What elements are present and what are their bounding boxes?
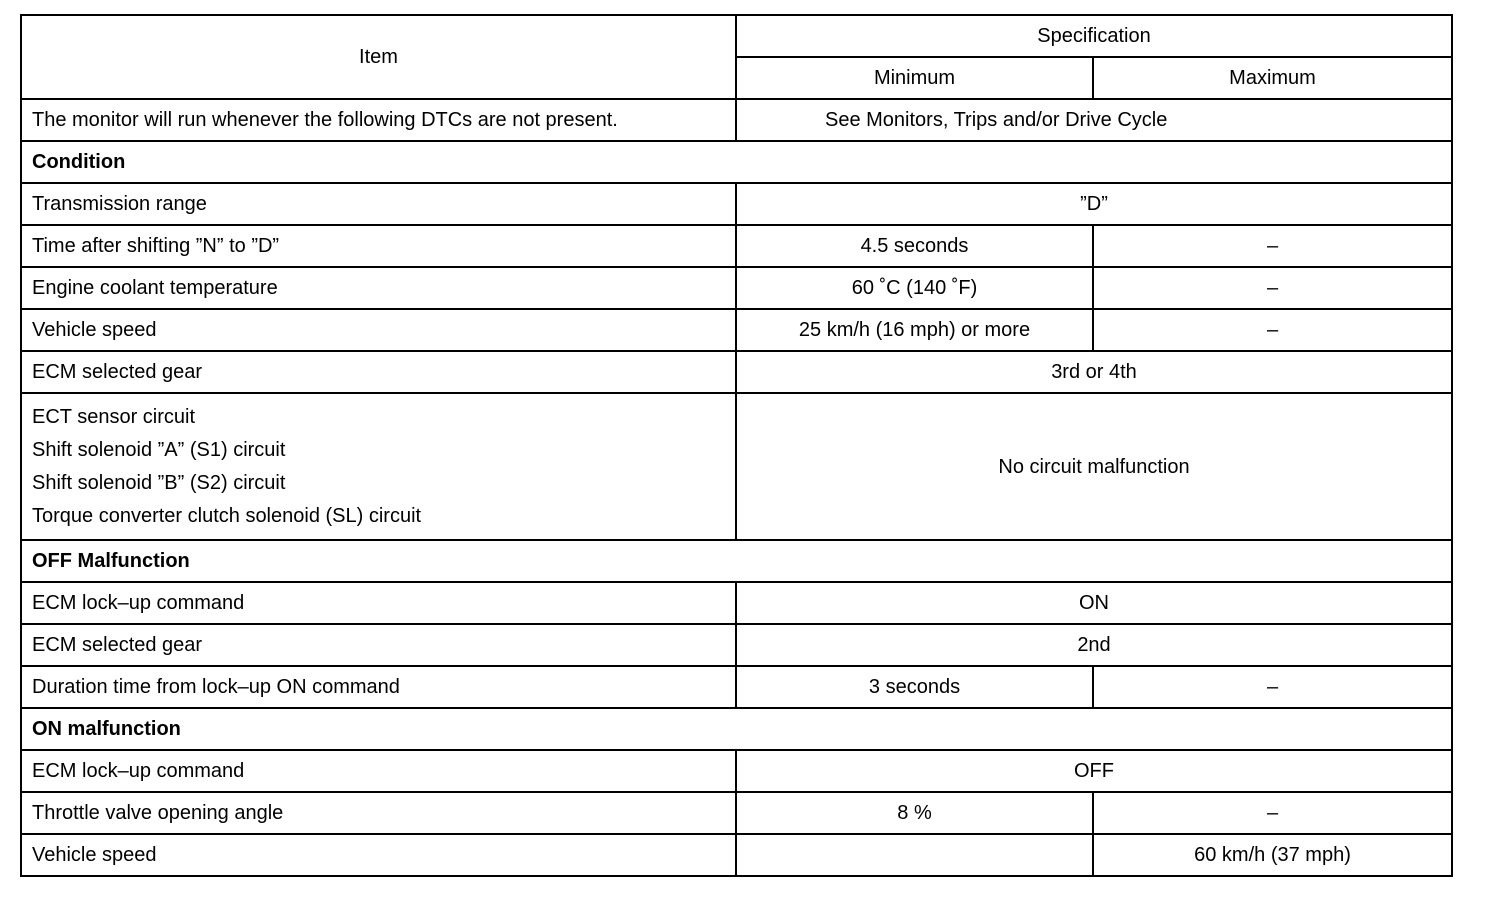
row-item: Transmission range [21,183,736,225]
row-spec: OFF [736,750,1452,792]
row-item: Shift solenoid ”B” (S2) circuit [32,471,286,494]
row-item: Shift solenoid ”A” (S1) circuit [32,438,286,461]
section-row [21,708,1452,750]
row-spec: 2nd [736,624,1452,666]
row-maximum: – [1093,267,1452,309]
table-row [21,99,1452,141]
row-minimum [736,834,1093,876]
table-row [21,351,1452,393]
table-row [21,792,1452,834]
row-minimum: 25 km/h (16 mph) or more [736,309,1093,351]
spec-table [20,14,1453,877]
table-row [21,666,1452,708]
table-row [21,624,1452,666]
table-row [21,582,1452,624]
row-item: Vehicle speed [21,309,736,351]
row-item: ECM lock–up command [21,750,736,792]
section-row [21,141,1452,183]
row-minimum: 4.5 seconds [736,225,1093,267]
row-item: Time after shifting ”N” to ”D” [21,225,736,267]
row-item: ECM selected gear [21,351,736,393]
row-minimum: 60 ˚C (140 ˚F) [736,267,1093,309]
row-minimum: 8 % [736,792,1093,834]
row-item: Torque converter clutch solenoid (SL) circuit [32,504,422,527]
header-specification: Specification [736,15,1452,57]
row-spec: See Monitors, Trips and/or Drive Cycle [736,99,1452,141]
header-maximum: Maximum [1093,57,1452,99]
row-spec: No circuit malfunction [736,393,1452,540]
row-spec: 3rd or 4th [736,351,1452,393]
table-row [21,834,1452,876]
row-item-list [21,393,736,540]
row-maximum: – [1093,225,1452,267]
header-minimum: Minimum [736,57,1093,99]
row-maximum: – [1093,309,1452,351]
row-item: ECT sensor circuit [32,405,196,428]
row-item: ECM lock–up command [21,582,736,624]
table-row [21,183,1452,225]
table-row [21,267,1452,309]
section-title-condition: Condition [21,141,1452,183]
row-item: Engine coolant temperature [21,267,736,309]
row-item: Vehicle speed [21,834,736,876]
row-spec: ON [736,582,1452,624]
header-row [21,15,1452,57]
row-item: Duration time from lock–up ON command [21,666,736,708]
row-maximum: – [1093,792,1452,834]
table-row [21,225,1452,267]
row-item: The monitor will run whenever the following DTCs are not present. [21,99,736,141]
row-item: ECM selected gear [21,624,736,666]
header-item: Item [21,15,736,99]
table-row [21,750,1452,792]
section-title-off-malfunction: OFF Malfunction [21,540,1452,582]
row-spec: ”D” [736,183,1452,225]
row-maximum: 60 km/h (37 mph) [1093,834,1452,876]
table-row [21,309,1452,351]
section-title-on-malfunction: ON malfunction [21,708,1452,750]
row-minimum: 3 seconds [736,666,1093,708]
row-maximum: – [1093,666,1452,708]
row-item: Throttle valve opening angle [21,792,736,834]
table-row [21,393,1452,540]
section-row [21,540,1452,582]
